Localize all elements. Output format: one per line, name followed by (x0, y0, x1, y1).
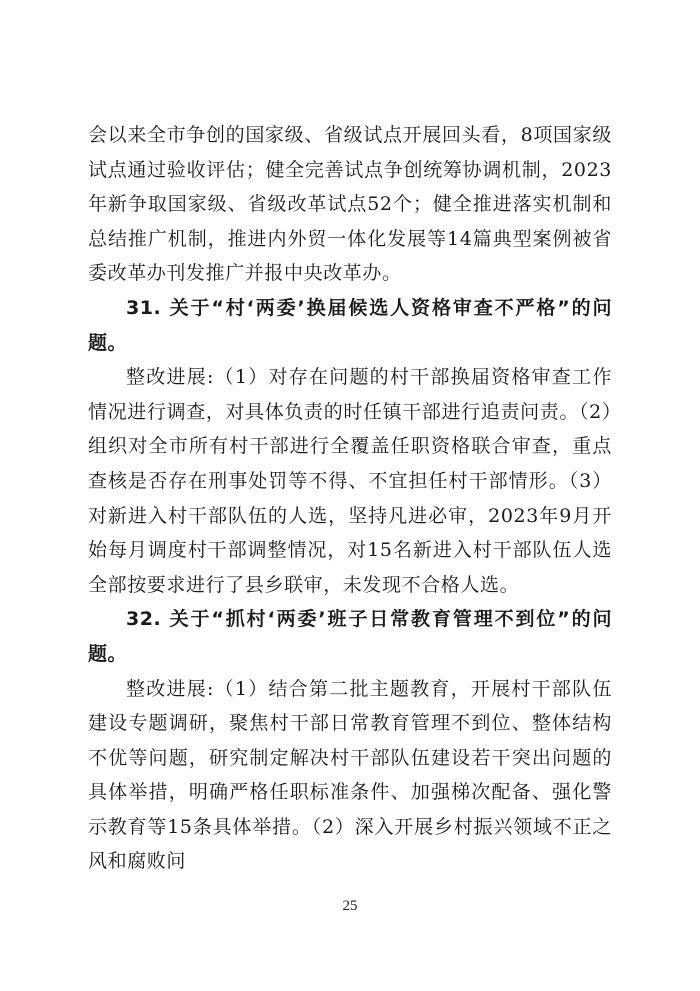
page-number: 25 (342, 898, 358, 914)
body-paragraph-continuation: 会以来全市争创的国家级、省级试点开展回头看，8项国家级试点通过验收评估；健全完善试点争创统筹协调机制，2023年新争取国家级、省级改革试点52个；健全推进落实机制和总结推广机制，推进内外贸一体化发展等14篇典型案例被省委改革办刊发推广并报中央改革办。 (88, 124, 612, 285)
body-paragraph-32-progress: 整改进展:（1）结合第二批主题教育，开展村干部队伍建设专题调研，聚焦村干部日常教育管理不到位、整体结构不优等问题，研究制定解决村干部队伍建设若干突出问题的具体举措，明确严格任职标准条件、加强梯次配备、强化警示教育等15条具体举措。（2）深入开展乡村振兴领域不正之风和腐败问 (88, 677, 612, 873)
document-body (88, 118, 612, 879)
body-paragraph-31-progress: 整改进展:（1）对存在问题的村干部换届资格审查工作情况进行调查，对具体负责的时任镇干部进行追责问责。（2）组织对全市所有村干部进行全覆盖任职资格联合审查，重点查核是否存在刑事处罚等不得、不宜担任村干部情形。（3）对新进入村干部队伍的人选，坚持凡进必审，2023年9月开始每月调度村干部调整情况，对15名新进入村干部队伍人选全部按要求进行了县乡联审，未发现不合格人选。 (88, 366, 612, 596)
section-heading-31: 31. 关于“村‘两委’换届候选人资格审查不严格”的问题。 (88, 296, 612, 354)
section-heading-32: 32. 关于“抓村‘两委’班子日常教育管理不到位”的问题。 (88, 608, 612, 665)
